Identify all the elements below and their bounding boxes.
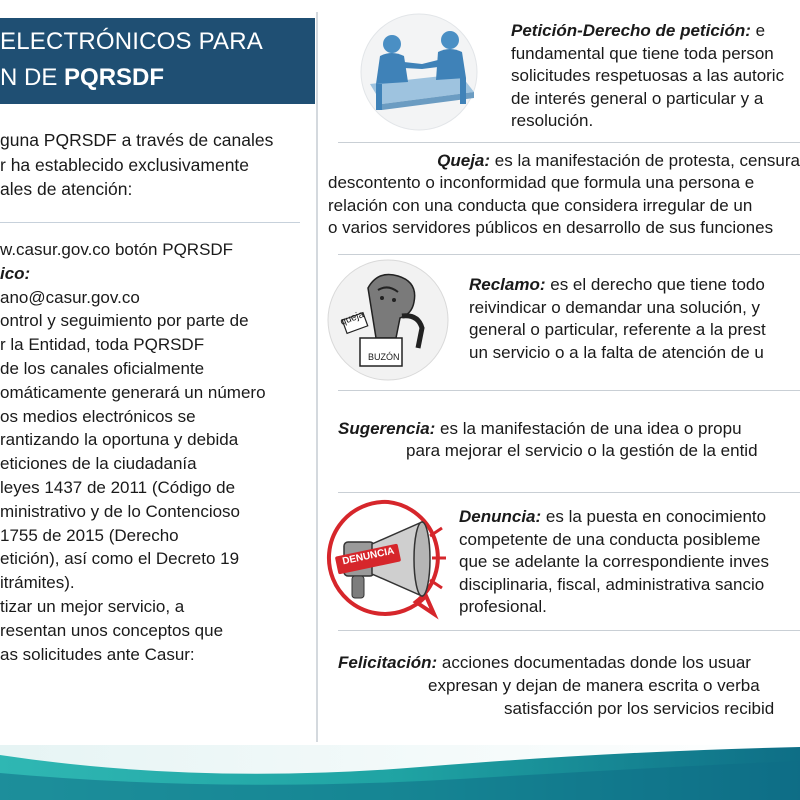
definition-felicitacion-body-2 (504, 698, 774, 721)
definition-line: resolución. (511, 111, 594, 130)
definition-line: o varios servidores públicos en desarrollo de sus funciones (328, 218, 774, 237)
definition-line: es la manifestación de una idea o propu (435, 419, 742, 438)
definition-line: solicitudes respetuosas a las autoric (511, 66, 785, 85)
definition-line: de interés general o particular y a (511, 88, 764, 108)
channels-line: itrámites). (0, 573, 75, 593)
channels-line: 1755 de 2015 (Derecho (0, 525, 179, 545)
meeting-icon (356, 12, 482, 132)
definition-sugerencia (338, 418, 742, 441)
separator (338, 142, 800, 143)
separator (338, 492, 800, 493)
definition-line: que se adelante la correspondiente inves (459, 552, 769, 571)
definition-line: es la manifestación de protesta, censura (490, 151, 800, 170)
channels-line: tizar un mejor servicio, a (0, 596, 185, 616)
intro-text (0, 128, 273, 202)
web-link[interactable]: w.casur.gov.co botón PQRSDF (0, 240, 234, 259)
definition-felicitacion-body (428, 675, 760, 698)
definition-term: Felicitación: (338, 653, 438, 672)
definition-line: para mejorar el servicio o la gestión de la entid (406, 441, 758, 460)
channels-line: eticiones de la ciudadanía (0, 454, 197, 474)
channels-line: etición), así como el Decreto 19 (0, 549, 240, 569)
definition-sugerencia-body (406, 440, 758, 463)
buzon-label: BUZÓN (368, 352, 400, 362)
definition-line: es el derecho que tiene todo (545, 275, 765, 294)
banner-line-2 (0, 64, 164, 92)
definition-line: un servicio o a la falta de atención de u (469, 342, 764, 362)
title-banner (0, 18, 315, 104)
email-label: ico: (0, 263, 31, 283)
email-link[interactable]: ano@casur.gov.co (0, 287, 140, 307)
definition-term: Petición-Derecho de petición: (511, 21, 751, 40)
banner-line-2-bold: PQRSDF (64, 64, 165, 91)
separator (338, 390, 800, 391)
channels-text (0, 238, 266, 666)
definition-queja-body (328, 172, 773, 240)
banner-line-1: ELECTRÓNICOS PARA (0, 28, 264, 55)
definition-line: disciplinaria, fiscal, administrativa sancio (459, 574, 765, 594)
left-panel (0, 0, 315, 760)
separator (338, 254, 800, 255)
definition-line: profesional. (459, 597, 547, 616)
denuncia-icon-label: DENUNCIA (341, 545, 396, 568)
intro-line: r ha establecido exclusivamente (0, 154, 250, 175)
banner-line-2-prefix: N DE (0, 64, 65, 91)
complaint-box-icon (326, 258, 450, 382)
definition-term: Queja: (437, 151, 491, 170)
intro-line: guna PQRSDF a través de canales (0, 130, 274, 150)
definition-line: competente de una conducta posibleme (459, 529, 761, 549)
channels-line: ministrativo y de lo Contencioso (0, 501, 241, 521)
definition-line: reivindicar o demandar una solución, y (469, 297, 761, 317)
right-panel (318, 0, 800, 760)
separator (338, 630, 800, 631)
divider (0, 222, 300, 223)
channels-line: omáticamente generará un número (0, 382, 266, 402)
definition-line: general o particular, referente a la prest (469, 320, 766, 339)
definition-term: Denuncia: (459, 507, 542, 526)
megaphone-icon (326, 496, 450, 620)
definition-term: Reclamo: (469, 275, 546, 294)
channels-line: ontrol y seguimiento por parte de (0, 311, 249, 331)
definition-peticion (511, 20, 784, 133)
definition-queja (328, 150, 800, 173)
definition-line: descontento o inconformidad que formula una persona e (328, 173, 755, 192)
queja-note-label: queja (338, 309, 366, 328)
definition-line: relación con una conducta que considera irregular de un (328, 195, 753, 215)
definition-line: expresan y dejan de manera escrita o verba (428, 676, 760, 695)
definition-reclamo (469, 274, 766, 364)
channels-line: resentan unos conceptos que (0, 620, 224, 640)
definition-line: fundamental que tiene toda person (511, 43, 774, 63)
intro-line: ales de atención: (0, 179, 133, 199)
definition-line: acciones documentadas donde los usuar (437, 653, 751, 672)
definition-line: es la puesta en conocimiento (541, 507, 767, 526)
definition-denuncia (459, 506, 769, 619)
channels-line: as solicitudes ante Casur: (0, 644, 195, 664)
definition-line: e (750, 21, 766, 40)
channels-line: leyes 1437 de 2011 (Código de (0, 477, 236, 497)
definition-term: Sugerencia: (338, 419, 436, 438)
footer-wave (0, 745, 800, 800)
channels-line: rantizando la oportuna y debida (0, 430, 239, 450)
definition-felicitacion (338, 652, 751, 675)
channels-line: r la Entidad, toda PQRSDF (0, 335, 205, 355)
channels-line: os medios electrónicos se (0, 406, 196, 426)
channels-line: de los canales oficialmente (0, 358, 205, 378)
definition-line: satisfacción por los servicios recibid (504, 699, 775, 718)
